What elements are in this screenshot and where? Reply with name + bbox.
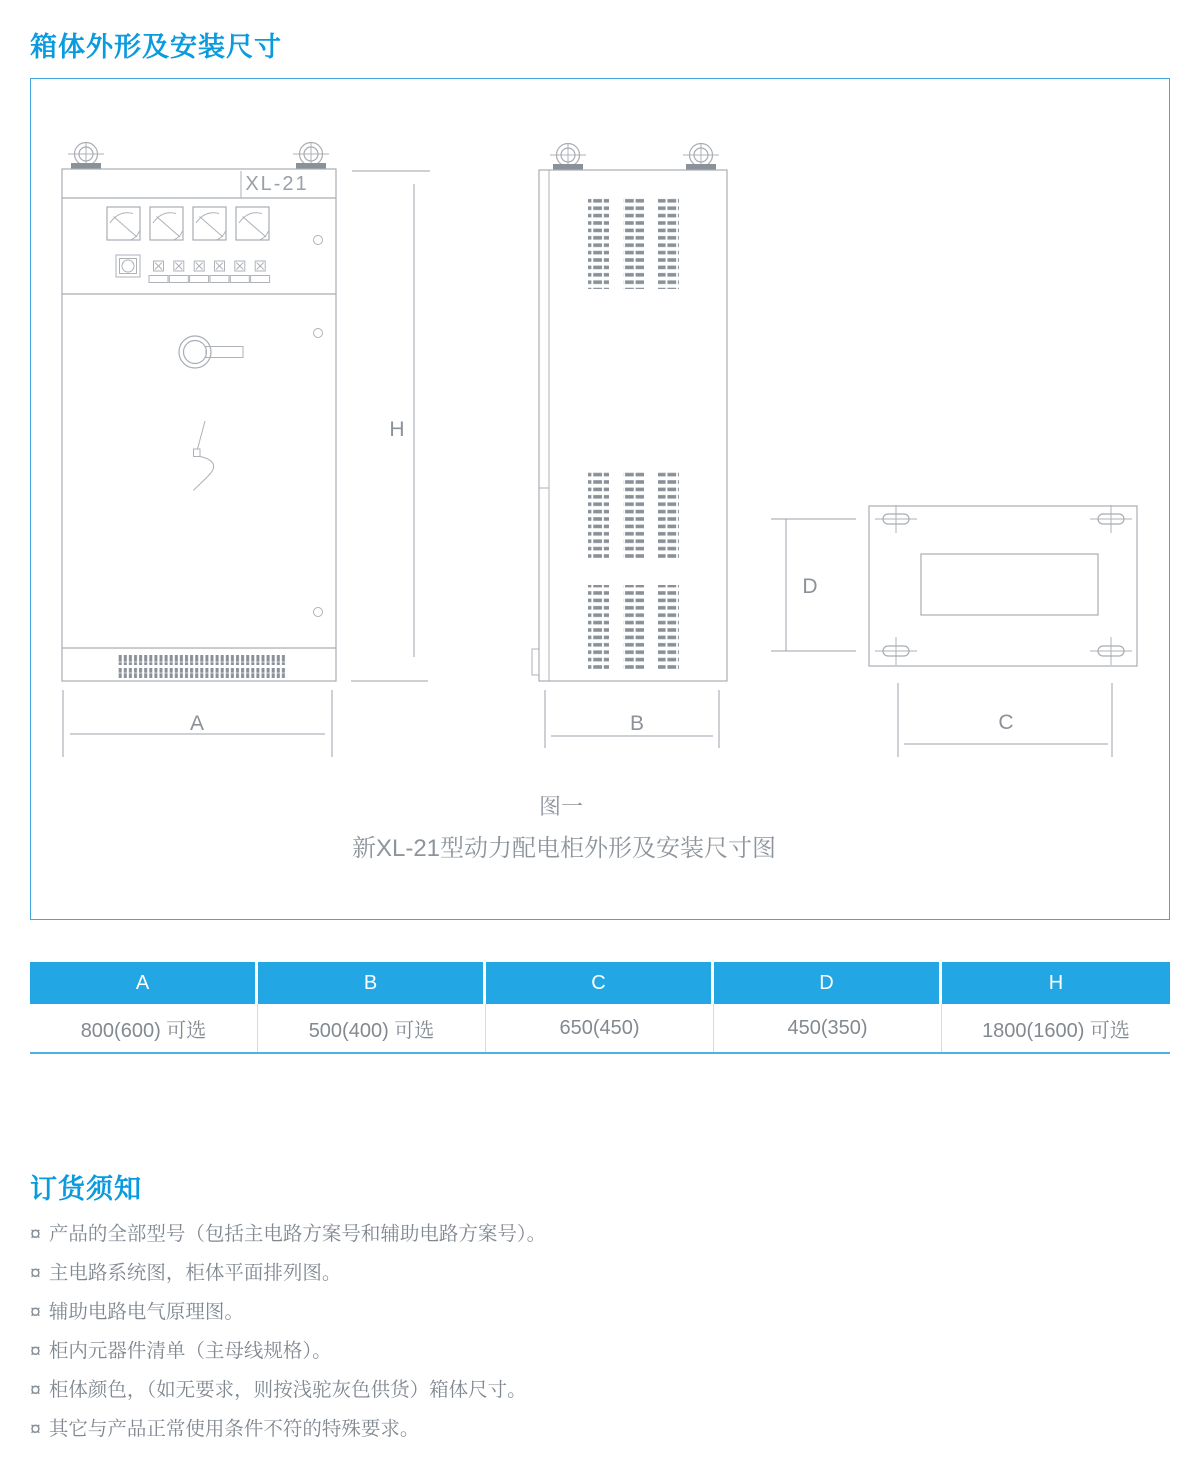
vent-grille <box>658 197 679 289</box>
list-item <box>30 1340 1170 1362</box>
table-header-A: A <box>30 962 258 1004</box>
plan-view <box>869 505 1137 666</box>
table-header-C: C <box>486 962 714 1004</box>
technical-drawing <box>31 79 1169 919</box>
vent-grille <box>588 197 609 289</box>
lifting-eye-icon <box>683 143 719 170</box>
indicator-light-icon <box>194 261 204 271</box>
vent-grille <box>588 470 609 561</box>
bullet-marker: ¤ <box>30 1418 41 1440</box>
table-value-A: 800(600) 可选 <box>30 1004 258 1052</box>
indicator-light-icon <box>215 261 225 271</box>
list-item <box>30 1262 1170 1284</box>
mounting-slot-icon <box>875 637 917 665</box>
meter-icon <box>107 207 140 240</box>
dim-label-D: D <box>802 575 818 598</box>
list-item <box>30 1418 1170 1440</box>
dimension-A <box>63 690 332 757</box>
lifting-eye-icon <box>68 142 104 169</box>
cabinet-model-label: XL-21 <box>245 173 309 195</box>
vent-grille <box>623 197 644 289</box>
vent-grille <box>658 585 679 669</box>
cable-entry-opening <box>921 554 1098 615</box>
side-view <box>532 143 727 681</box>
list-item <box>30 1379 1170 1401</box>
label-strips <box>149 276 270 283</box>
control-button-icon <box>116 255 140 277</box>
door-lock <box>314 236 323 245</box>
table-value-B: 500(400) 可选 <box>258 1004 486 1052</box>
front-view <box>62 142 336 681</box>
mounting-slot-icon <box>1090 505 1132 533</box>
indicator-light-icon <box>255 261 265 271</box>
table-row <box>30 1004 1170 1052</box>
mounting-slot-icon <box>875 505 917 533</box>
dim-label-C: C <box>998 711 1014 734</box>
dimensions-table <box>30 962 1170 1054</box>
table-value-H: 1800(1600) 可选 <box>942 1004 1170 1052</box>
ordering-notes-list <box>0 1223 1200 1440</box>
note-text: 柜体颜色，（如无要求，则按浅驼灰色供货）箱体尺寸。 <box>48 1379 527 1401</box>
figure-box <box>30 78 1170 920</box>
vent-grille <box>623 585 644 669</box>
vent-grille <box>588 585 609 669</box>
note-text: 柜内元器件清单（主母线规格）。 <box>48 1340 332 1362</box>
lifting-eye-icon <box>293 142 329 169</box>
table-value-D: 450(350) <box>714 1004 942 1052</box>
door-lock <box>314 608 323 617</box>
table-value-C: 650(450) <box>486 1004 714 1052</box>
vent-grille <box>623 470 644 561</box>
dimension-C <box>898 683 1112 757</box>
indicator-light-icon <box>235 261 245 271</box>
table-header-row <box>30 962 1170 1004</box>
note-text: 产品的全部型号（包括主电路方案号和辅助电路方案号）。 <box>48 1223 547 1245</box>
vent-grille <box>117 668 287 678</box>
door-handle-icon <box>179 336 243 368</box>
bullet-marker: ¤ <box>30 1340 41 1362</box>
figure-caption-number: 图一 <box>538 794 584 819</box>
bullet-marker: ¤ <box>30 1301 41 1323</box>
dimension-H <box>351 171 430 681</box>
hinge-step <box>532 649 539 675</box>
lifting-eye-icon <box>550 143 586 170</box>
section-title-dimensions: 箱体外形及安装尺寸 <box>30 32 282 62</box>
table-header-H: H <box>942 962 1170 1004</box>
figure-caption-title: 新XL-21型动力配电柜外形及安装尺寸图 <box>351 835 777 862</box>
table-header-B: B <box>258 962 486 1004</box>
table-header-D: D <box>714 962 942 1004</box>
section-title-ordering: 订货须知 <box>30 1174 142 1204</box>
dim-label-H: H <box>389 418 405 441</box>
dimension-D <box>771 519 856 651</box>
bullet-marker: ¤ <box>30 1379 41 1401</box>
list-item <box>30 1223 1170 1245</box>
note-text: 辅助电路电气原理图。 <box>48 1301 244 1323</box>
bullet-marker: ¤ <box>30 1262 41 1284</box>
note-text: 主电路系统图，柜体平面排列图。 <box>48 1262 342 1284</box>
meter-icon <box>150 207 183 240</box>
meter-icon <box>236 207 269 240</box>
indicator-light-icon <box>154 261 164 271</box>
door-lock <box>314 329 323 338</box>
vent-grille <box>658 470 679 561</box>
vent-grille <box>117 655 287 665</box>
note-text: 其它与产品正常使用条件不符的特殊要求。 <box>48 1418 420 1440</box>
dim-label-A: A <box>189 712 205 735</box>
indicator-light-icon <box>174 261 184 271</box>
list-item <box>30 1301 1170 1323</box>
dim-label-B: B <box>629 712 645 735</box>
dimension-B <box>545 690 719 748</box>
bullet-marker: ¤ <box>30 1223 41 1245</box>
meter-icon <box>193 207 226 240</box>
mounting-slot-icon <box>1090 637 1132 665</box>
hazard-squiggle-icon <box>194 421 214 491</box>
